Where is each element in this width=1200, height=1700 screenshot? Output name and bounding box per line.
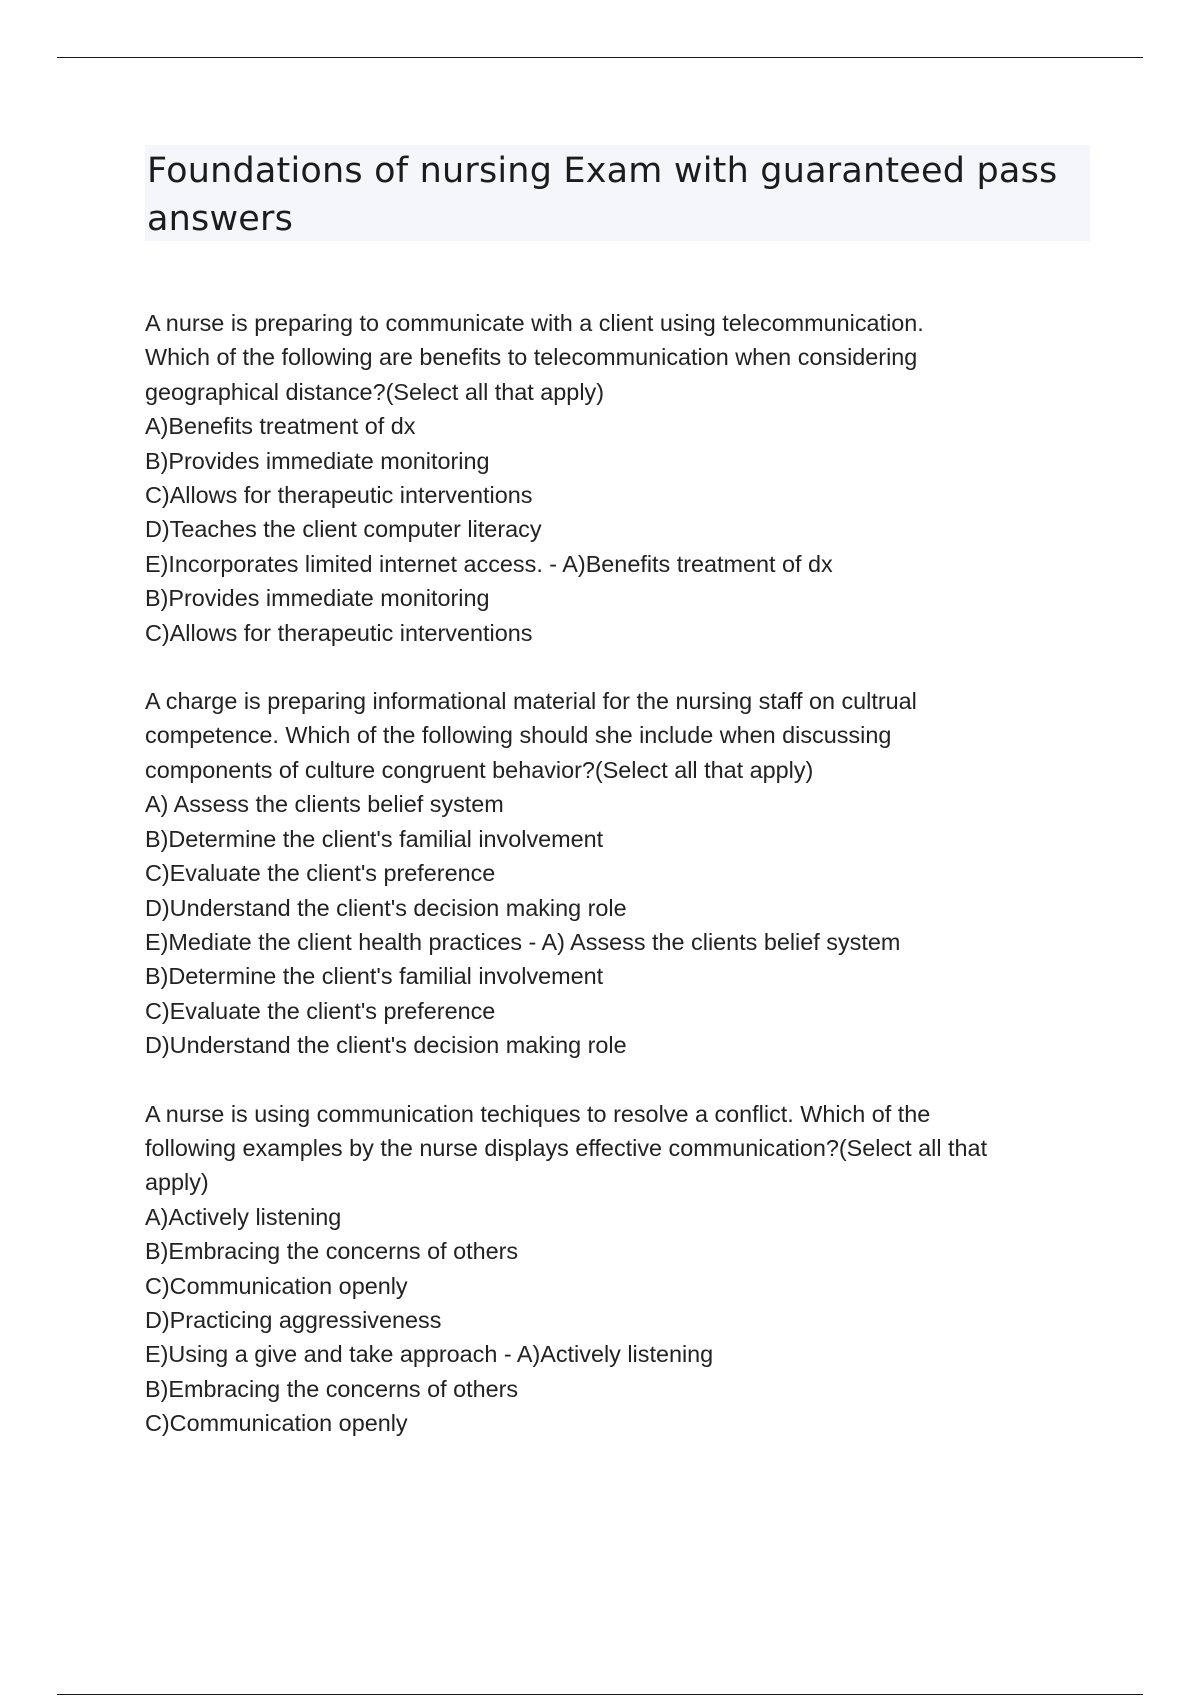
question-block-2 [145, 684, 1095, 1062]
answer-option: E)Using a give and take approach - A)Actively listening [145, 1341, 714, 1368]
question-text: following examples by the nurse displays effective communication?(Select all that [145, 1134, 988, 1161]
question-text: apply) [145, 1169, 209, 1196]
question-text: geographical distance?(Select all that apply) [145, 378, 604, 405]
question-text: competence. Which of the following should she include when discussing [145, 722, 892, 749]
question-text: Which of the following are benefits to telecommunication when considering [145, 344, 918, 371]
question-text: A charge is preparing informational material for the nursing staff on cultrual [145, 688, 917, 715]
correct-answer: C)Evaluate the client's preference [145, 997, 496, 1024]
document-title: Foundations of nursing Exam with guaranteed pass answers [147, 151, 1058, 239]
answer-option: E)Mediate the client health practices - A) Assess the clients belief system [145, 928, 901, 955]
answer-option: C)Allows for therapeutic interventions [145, 482, 533, 509]
answer-option: B)Determine the client's familial involvement [145, 825, 604, 852]
bottom-rule [57, 1694, 1143, 1695]
correct-answer: C)Communication openly [145, 1410, 408, 1437]
answer-option: A) Assess the clients belief system [145, 791, 504, 818]
correct-answer: D)Understand the client's decision making role [145, 1032, 627, 1059]
answer-option: E)Incorporates limited internet access. - A)Benefits treatment of dx [145, 550, 833, 577]
answer-option: C)Communication openly [145, 1272, 408, 1299]
top-rule [57, 57, 1143, 58]
question-text: components of culture congruent behavior?(Select all that apply) [145, 756, 814, 783]
answer-option: D)Teaches the client computer literacy [145, 516, 542, 543]
question-block-3 [145, 1097, 1095, 1441]
document-body [145, 306, 1095, 1475]
title-banner [145, 145, 1090, 241]
correct-answer: B)Provides immediate monitoring [145, 585, 490, 612]
answer-option: A)Benefits treatment of dx [145, 413, 416, 440]
answer-option: C)Evaluate the client's preference [145, 860, 496, 887]
correct-answer: B)Determine the client's familial involvement [145, 963, 604, 990]
correct-answer: B)Embracing the concerns of others [145, 1375, 519, 1402]
question-text: A nurse is preparing to communicate with a client using telecommunication. [145, 310, 924, 336]
correct-answer: C)Allows for therapeutic interventions [145, 619, 533, 646]
answer-option: B)Provides immediate monitoring [145, 447, 490, 474]
answer-option: A)Actively listening [145, 1203, 342, 1230]
answer-option: D)Understand the client's decision making role [145, 894, 627, 921]
question-text: A nurse is using communication techiques to resolve a conflict. Which of the [145, 1100, 931, 1127]
answer-option: D)Practicing aggressiveness [145, 1306, 442, 1333]
question-block-1 [145, 306, 1095, 650]
answer-option: B)Embracing the concerns of others [145, 1238, 519, 1265]
